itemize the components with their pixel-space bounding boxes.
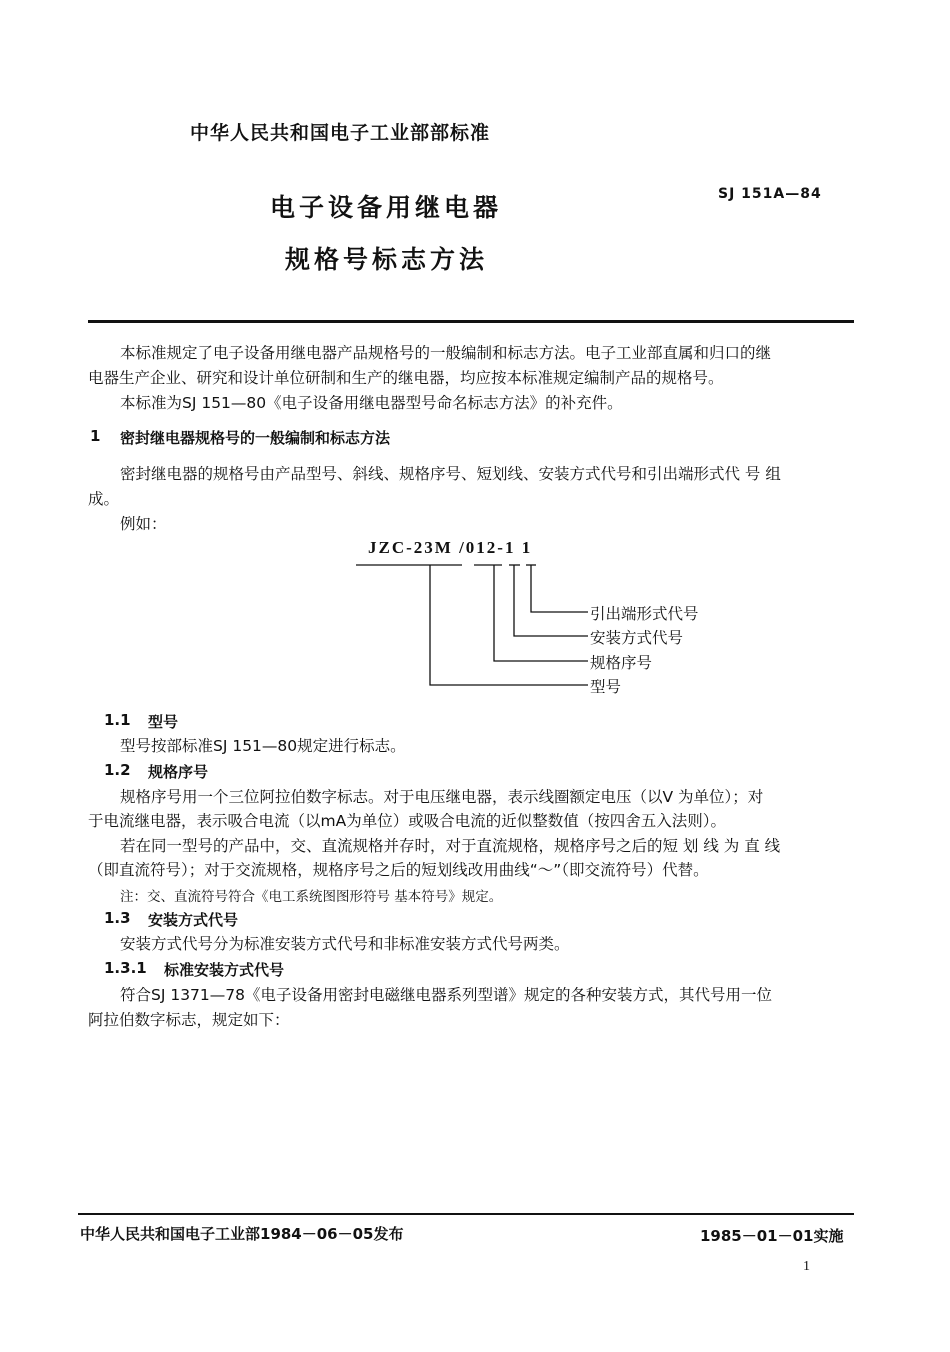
page-number: 1 <box>803 1259 810 1274</box>
section-1-3-text: 安装方式代号分为标准安装方式代号和非标准安装方式代号两类。 <box>120 935 570 953</box>
standard-code: SJ 151A—84 <box>718 186 822 202</box>
section-1-3-title: 安装方式代号 <box>148 911 239 929</box>
section-1-3-1-number: 1.3.1 <box>104 959 147 977</box>
mount-leader <box>514 565 588 636</box>
label-model: 型号 <box>590 678 622 696</box>
label-mount-code: 安装方式代号 <box>590 629 684 647</box>
intro-paragraph-line2: 电器生产企业、研究和设计单位研制和生产的继电器，均应按本标准规定编制产品的规格号。 <box>88 369 724 387</box>
intro-paragraph-supplement: 本标准为SJ 151—80《电子设备用继电器型号命名标志方法》的补充件。 <box>120 394 623 412</box>
section-1-1-title: 型号 <box>148 713 179 731</box>
document-title-line2: 规格号标志方法 <box>285 245 489 274</box>
model-leader <box>430 565 588 685</box>
section-1-2-p2-line1: 若在同一型号的产品中，交、直流规格并存时，对于直流规格，规格序号之后的短 划 线 为 直 线 <box>120 837 781 855</box>
section-1-number: 1 <box>90 427 101 445</box>
label-spec-number: 规格序号 <box>590 654 653 672</box>
section-1-3-1-line1: 符合SJ 1371—78《电子设备用密封电磁继电器系列型谱》规定的各种安装方式，其代号用一位 <box>120 986 773 1004</box>
section-1-3-number: 1.3 <box>104 909 131 927</box>
terminal-leader <box>531 565 588 612</box>
section-1-2-note: 注：交、直流符号符合《电工系统图图形符号 基本符号》规定。 <box>120 889 503 905</box>
section-1-2-number: 1.2 <box>104 761 131 779</box>
issue-date: 中华人民共和国电子工业部1984－06－05发布 <box>80 1225 404 1243</box>
spec-leader <box>494 565 588 661</box>
section-1-2-p2-line2: （即直流符号）；对于交流规格，规格序号之后的短划线改用曲线“～”（即交流符号）代替。 <box>88 861 709 879</box>
label-terminal-type: 引出端形式代号 <box>590 605 699 623</box>
section-1-3-1-line2: 阿拉伯数字标志，规定如下： <box>88 1011 290 1029</box>
footer-rule <box>78 1213 854 1215</box>
section-1-1-text: 型号按部标准SJ 151—80规定进行标志。 <box>120 737 406 755</box>
section-1-paragraph-line1: 密封继电器的规格号由产品型号、斜线、规格序号、短划线、安装方式代号和引出端形式代 号 组 <box>120 465 781 483</box>
document-title-line1: 电子设备用继电器 <box>270 193 503 222</box>
section-1-1-number: 1.1 <box>104 711 131 729</box>
section-1-3-1-title: 标准安装方式代号 <box>164 961 285 979</box>
section-1-2-title: 规格序号 <box>148 763 209 781</box>
intro-paragraph-line1: 本标准规定了电子设备用继电器产品规格号的一般编制和标志方法。电子工业部直属和归口的继 <box>120 344 772 362</box>
effective-date: 1985－01－01实施 <box>700 1227 844 1245</box>
section-1-paragraph-line2: 成。 <box>88 490 120 508</box>
issuing-authority: 中华人民共和国电子工业部部标准 <box>190 122 491 144</box>
example-label: 例如： <box>120 515 167 533</box>
section-1-title: 密封继电器规格号的一般编制和标志方法 <box>120 429 391 447</box>
example-code: JZC-23M /012-1 1 <box>368 538 533 557</box>
section-1-2-p1-line1: 规格序号用一个三位阿拉伯数字标志。对于电压继电器，表示线圈额定电压（以V 为单位）；对 <box>120 788 764 806</box>
section-1-2-p1-line2: 于电流继电器，表示吸合电流（以mA为单位）或吸合电流的近似整数值（按四舍五入法则）。 <box>88 812 726 830</box>
